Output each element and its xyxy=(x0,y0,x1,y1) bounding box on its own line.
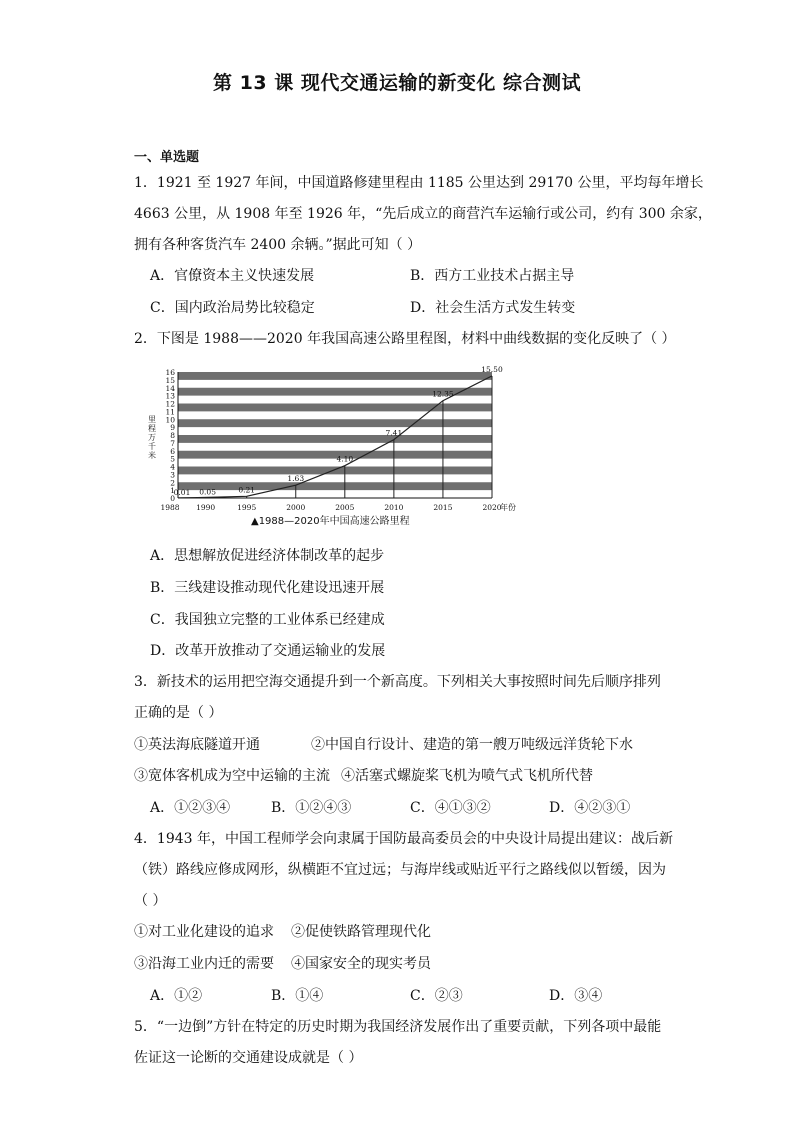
y-tick-1: 1 xyxy=(170,486,175,496)
x-tick-1990: 1990 xyxy=(196,503,216,512)
q4-stem-line2: （铁）路线应修成网形，纵横距不宜过远；与海岸线或贴近平行之路线似以暂缓，因为 xyxy=(134,862,666,878)
q3-option-d[interactable]: D．④②③① xyxy=(549,800,631,816)
q3-option-a[interactable]: A．①②③④ xyxy=(150,800,231,816)
y-tick-10: 10 xyxy=(165,415,175,425)
data-label-2015: 12.35 xyxy=(432,389,454,399)
y-tick-14: 14 xyxy=(165,383,175,393)
y-tick-5: 5 xyxy=(170,454,175,464)
y-tick-8: 8 xyxy=(170,431,175,440)
q4-item-4: ④国家安全的现实考员 xyxy=(291,956,431,972)
q4-stem-line3: （ ） xyxy=(134,893,167,909)
band-1 xyxy=(178,482,492,490)
q4-option-a[interactable]: A．①② xyxy=(150,988,203,1004)
q4-item-2: ②促使铁路管理现代化 xyxy=(291,924,431,940)
q4-item-1: ①对工业化建设的追求 xyxy=(134,924,274,940)
x-tick-2000: 2000 xyxy=(286,503,306,512)
band-15 xyxy=(178,372,492,380)
x-tick-2015: 2015 xyxy=(433,503,453,512)
y-tick-11: 11 xyxy=(165,407,175,417)
x-tick-2005: 2005 xyxy=(335,503,355,512)
band-7 xyxy=(178,435,492,443)
x-tick-1988: 1988 xyxy=(160,503,180,512)
x-axis-label: 年份 xyxy=(500,503,516,512)
q3-stem-line1: 3．新技术的运用把空海交通提升到一个新高度。下列相关大事按照时间先后顺序排列 xyxy=(134,674,661,690)
y-tick-13: 13 xyxy=(165,391,175,401)
q3-item-2: ②中国自行设计、建造的第一艘万吨级远洋货轮下水 xyxy=(311,737,633,753)
q3-item-3: ③宽体客机成为空中运输的主流 xyxy=(134,768,330,784)
y-tick-3: 3 xyxy=(170,470,175,480)
data-label-1995: 0.21 xyxy=(238,485,256,495)
q3-option-c[interactable]: C．④①③② xyxy=(410,800,491,816)
y-tick-7: 7 xyxy=(170,438,175,448)
data-labels xyxy=(174,365,503,497)
band-5 xyxy=(178,451,492,459)
y-tick-15: 15 xyxy=(165,375,175,385)
q4-stem-line1: 4．1943 年，中国工程师学会向隶属于国防最高委员会的中央设计局提出建议：战后新 xyxy=(134,831,673,847)
band-3 xyxy=(178,467,492,475)
data-label-2000: 1.63 xyxy=(287,474,305,484)
q3-option-b[interactable]: B．①②④③ xyxy=(271,800,352,816)
page-title: 第 13 课 现代交通运输的新变化 综合测试 xyxy=(213,72,581,94)
band-11 xyxy=(178,404,492,412)
q1-stem-line2: 4663 公里，从 1908 年至 1926 年，“先后成立的商营汽车运输行或公司，约有 300 余家， xyxy=(134,206,712,222)
q2-option-d[interactable]: D．改革开放推动了交通运输业的发展 xyxy=(150,643,386,659)
data-label-1990: 0.05 xyxy=(199,487,216,497)
q1-option-d[interactable]: D．社会生活方式发生转变 xyxy=(410,300,576,316)
data-label-2005: 4.10 xyxy=(336,454,354,464)
x-tick-1995: 1995 xyxy=(237,503,257,512)
x-tick-2020: 2020 xyxy=(482,503,502,512)
q4-option-b[interactable]: B．①④ xyxy=(271,988,324,1004)
q2-option-b[interactable]: B．三线建设推动现代化建设迅速开展 xyxy=(150,580,385,596)
y-axis-label-char: 万 xyxy=(148,433,156,442)
q1-option-c[interactable]: C．国内政治局势比较稳定 xyxy=(150,300,315,316)
y-axis-label-char: 千 xyxy=(148,442,156,451)
y-tick-4: 4 xyxy=(170,462,175,472)
y-tick-0: 0 xyxy=(170,494,175,503)
q4-option-c[interactable]: C．②③ xyxy=(410,988,463,1004)
q4-item-3: ③沿海工业内迁的需要 xyxy=(134,956,274,972)
chart-title: ▲1988—2020年中国高速公路里程 xyxy=(251,516,410,527)
y-axis-label-char: 程 xyxy=(148,424,156,433)
q1-stem-line1: 1．1921 至 1927 年间，中国道路修建里程由 1185 公里达到 29170 公里，平均每年增长 xyxy=(134,175,704,191)
y-tick-12: 12 xyxy=(165,399,175,409)
band-9 xyxy=(178,419,492,427)
section-heading: 一、单选题 xyxy=(134,150,200,165)
q2-option-c[interactable]: C．我国独立完整的工业体系已经建成 xyxy=(150,612,385,628)
q3-item-4: ④活塞式螺旋桨飞机为喷气式飞机所代替 xyxy=(341,768,593,784)
q3-item-1: ①英法海底隧道开通 xyxy=(134,737,260,753)
y-axis-label xyxy=(148,415,156,460)
x-tick-labels xyxy=(160,503,501,512)
y-tick-16: 16 xyxy=(165,368,175,377)
y-tick-2: 2 xyxy=(170,478,175,488)
data-label-1988: 0.01 xyxy=(173,487,191,497)
q1-stem-line3: 拥有各种客货汽车 2400 余辆。”据此可知（ ） xyxy=(134,237,422,253)
q5-stem-line2: 佐证这一论断的交通建设成就是（ ） xyxy=(134,1050,363,1066)
q1-option-a[interactable]: A．官僚资本主义快速发展 xyxy=(150,268,315,284)
q2-option-a[interactable]: A．思想解放促进经济体制改革的起步 xyxy=(150,548,385,564)
x-tick-2010: 2010 xyxy=(384,503,404,512)
q1-option-b[interactable]: B．西方工业技术占据主导 xyxy=(410,268,575,284)
highway-mileage-chart xyxy=(136,362,536,534)
y-tick-labels xyxy=(165,368,175,503)
data-label-2020: 15.50 xyxy=(481,364,503,374)
q2-stem-line1: 2．下图是 1988——2020 年我国高速公路里程图，材料中曲线数据的变化反映了（ ） xyxy=(134,331,676,347)
y-tick-9: 9 xyxy=(170,423,175,433)
y-tick-6: 6 xyxy=(170,446,175,456)
q5-stem-line1: 5．“一边倒”方针在特定的历史时期为我国经济发展作出了重要贡献，下列各项中最能 xyxy=(134,1019,662,1035)
q3-stem-line2: 正确的是（ ） xyxy=(134,705,223,721)
y-axis-label-char: 里 xyxy=(148,415,156,424)
data-label-2010: 7.41 xyxy=(385,428,403,438)
y-axis-label-char: 米 xyxy=(148,451,156,460)
q4-option-d[interactable]: D．③④ xyxy=(549,988,603,1004)
